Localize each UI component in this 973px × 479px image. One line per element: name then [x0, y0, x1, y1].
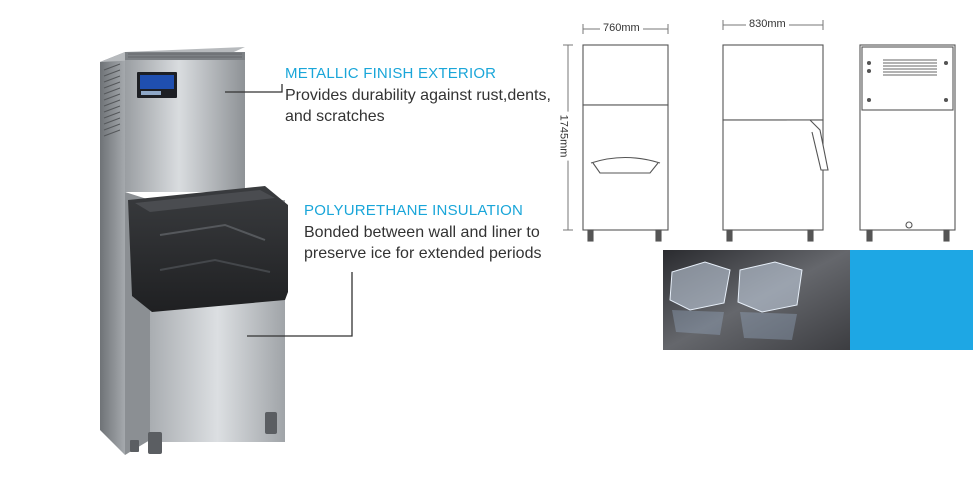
bin-door [128, 186, 288, 312]
height-dimension-label: 1745mm [557, 112, 569, 161]
ice-cube-photo [663, 250, 850, 350]
feature-title: METALLIC FINISH EXTERIOR [285, 65, 497, 82]
width-dimension-label: 760mm [600, 22, 643, 34]
feature-desc-line: Provides durability against rust,dents, [285, 87, 551, 104]
side-view-drawing [723, 45, 828, 241]
feature-insulation [304, 202, 564, 264]
control-display [137, 72, 177, 98]
feature-desc-line: Bonded between wall and liner to [304, 224, 540, 241]
feature-metallic [285, 65, 565, 127]
depth-dimension-label: 830mm [746, 18, 789, 30]
front-view-drawing [583, 45, 668, 241]
feature-desc-line: preserve ice for extended periods [304, 245, 542, 262]
feature-title: POLYURETHANE INSULATION [304, 202, 524, 219]
feature-desc-line: and scratches [285, 108, 385, 125]
blue-color-swatch [850, 250, 973, 350]
rear-view-drawing [860, 45, 955, 241]
